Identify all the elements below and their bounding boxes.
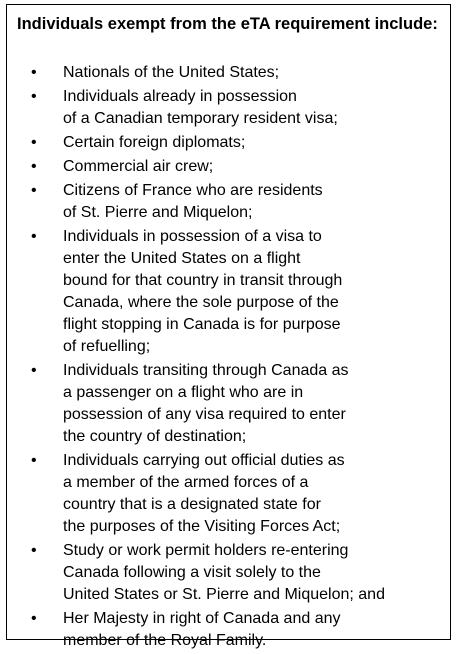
bullet-icon: • (31, 452, 37, 469)
list-item-line: enter the United States on a flight (63, 250, 301, 267)
list-item (7, 450, 450, 538)
list-item-line: Her Majesty in right of Canada and any (63, 610, 341, 627)
list-item (7, 156, 450, 178)
list-item-text (63, 156, 450, 178)
box-heading: Individuals exempt from the eTA requirement include: (17, 15, 438, 33)
list-item-text (63, 540, 450, 606)
list-item-text (63, 450, 450, 538)
list-item-line: member of the Royal Family. (63, 632, 267, 649)
list-item-line: bound for that country in transit through (63, 272, 343, 289)
list-item-line: possession of any visa required to enter (63, 406, 346, 423)
list-item-text (63, 180, 450, 224)
list-item-line: Individuals in possession of a visa to (63, 228, 322, 245)
list-item-line: of refuelling; (63, 338, 151, 355)
list-item (7, 132, 450, 154)
list-item (7, 540, 450, 606)
bullet-icon: • (31, 64, 37, 81)
bullet-icon: • (31, 182, 37, 199)
bullet-icon: • (31, 610, 37, 627)
bullet-icon: • (31, 362, 37, 379)
list-item-line: Individuals transiting through Canada as (63, 362, 349, 379)
list-item-text (63, 608, 450, 652)
list-item-line: a member of the armed forces of a (63, 474, 309, 491)
bullet-icon: • (31, 158, 37, 175)
list-item-line: Canada following a visit solely to the (63, 564, 321, 581)
list-item-line: of a Canadian temporary resident visa; (63, 110, 338, 127)
list-item-line: Canada, where the sole purpose of the (63, 294, 339, 311)
list-item-text (63, 226, 450, 358)
list-item (7, 180, 450, 224)
list-item-line: a passenger on a flight who are in (63, 384, 304, 401)
exemption-box (6, 4, 451, 649)
bullet-icon: • (31, 228, 37, 245)
list-item-line: Certain foreign diplomats; (63, 134, 246, 151)
list-item (7, 62, 450, 84)
list-item-line: Commercial air crew; (63, 158, 214, 175)
bullet-icon: • (31, 134, 37, 151)
list-item-line: Individuals already in possession (63, 88, 297, 105)
list-item-line: of St. Pierre and Miquelon; (63, 204, 253, 221)
bullet-icon: • (31, 542, 37, 559)
list-item-line: United States or St. Pierre and Miquelon; and (63, 586, 385, 603)
list-item (7, 86, 450, 130)
list-item-text (63, 360, 450, 448)
list-item-line: the purposes of the Visiting Forces Act; (63, 518, 341, 535)
exemption-list (7, 62, 450, 654)
list-item-line: Individuals carrying out official duties as (63, 452, 345, 469)
bullet-icon: • (31, 88, 37, 105)
list-item-line: country that is a designated state for (63, 496, 321, 513)
list-item (7, 226, 450, 358)
list-item-text (63, 132, 450, 154)
list-item-line: Nationals of the United States; (63, 64, 280, 81)
list-item-line: flight stopping in Canada is for purpose (63, 316, 341, 333)
list-item (7, 608, 450, 652)
list-item-line: the country of destination; (63, 428, 247, 445)
list-item-text (63, 86, 450, 130)
list-item-line: Citizens of France who are residents (63, 182, 323, 199)
list-item-line: Study or work permit holders re-entering (63, 542, 349, 559)
list-item (7, 360, 450, 448)
list-item-text (63, 62, 450, 84)
